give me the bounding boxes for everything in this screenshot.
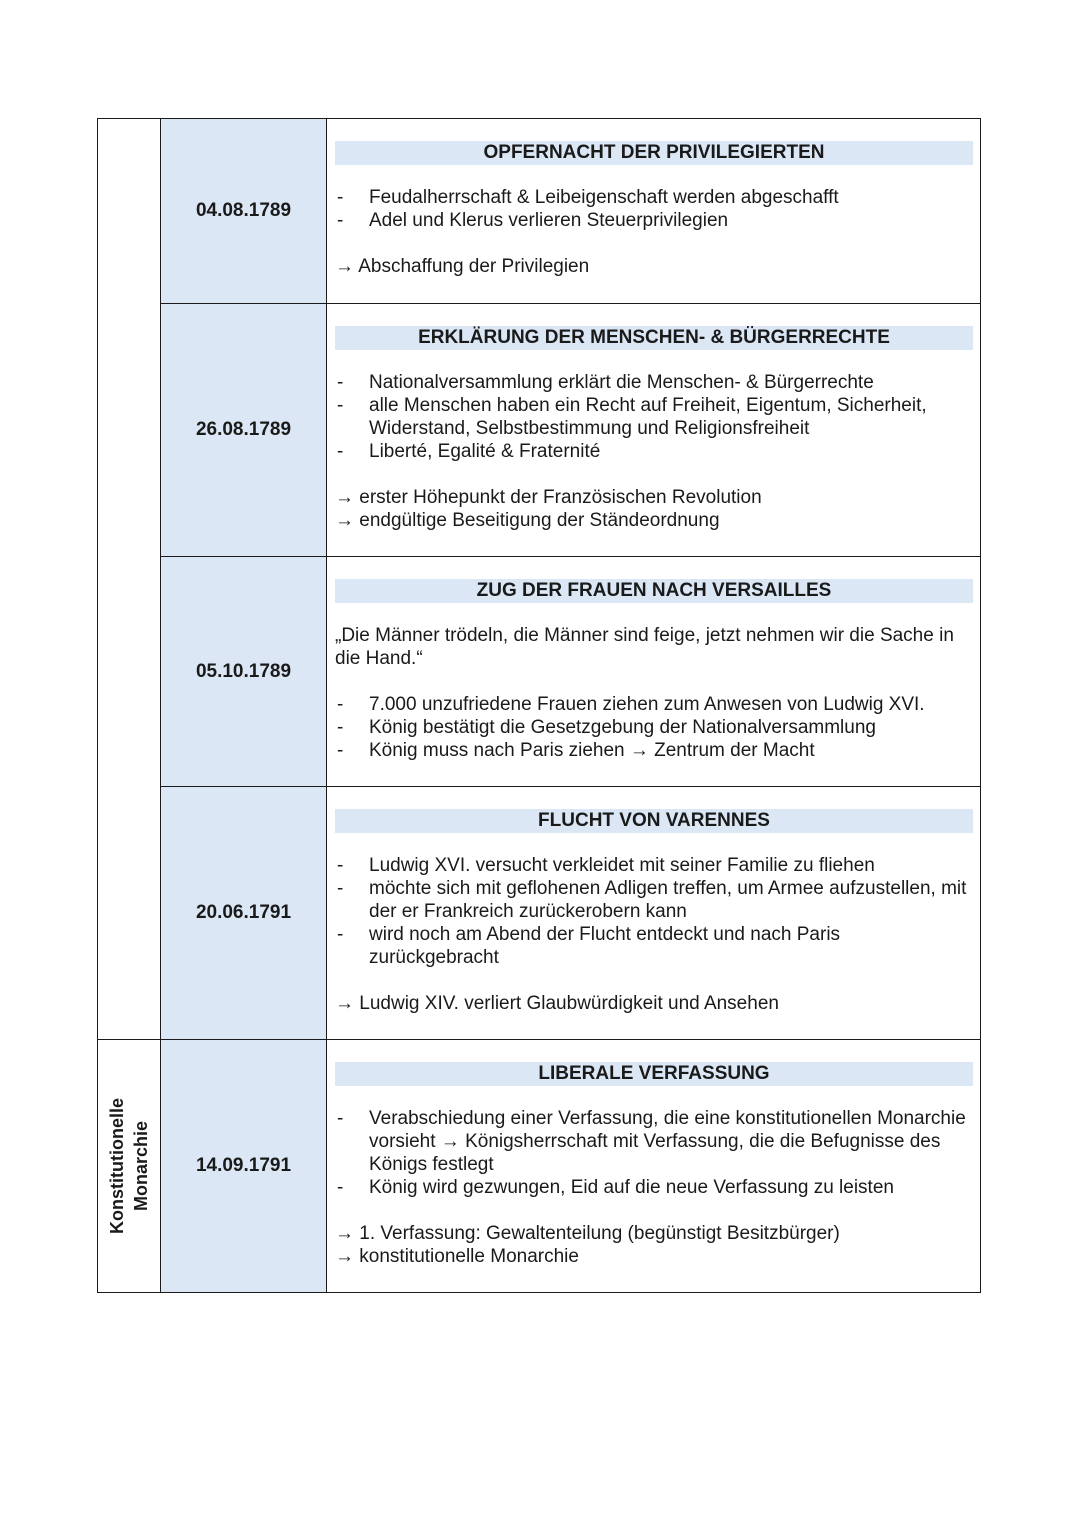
event-content <box>327 557 981 787</box>
event-title: FLUCHT VON VARENNES <box>335 809 973 833</box>
event-content <box>327 304 981 557</box>
era-label-line: Konstitutionelle <box>107 1098 127 1234</box>
bullet-list <box>335 854 973 969</box>
list-item: - möchte sich mit geflohenen Adligen treffen, um Armee aufzustellen, mit der er Frankreich zurückerobern kann <box>335 877 973 923</box>
event-date: 04.08.1789 <box>161 119 327 304</box>
list-item: - Verabschiedung einer Verfassung, die eine konstitutionellen Monarchie vorsieht → Königsherrschaft mit Verfassung, die die Befugnisse des Königs festlegt <box>335 1107 973 1176</box>
conclusion-line: → Ludwig XIV. verliert Glaubwürdigkeit und Ansehen <box>335 993 779 1014</box>
era-cell-empty <box>98 119 161 1040</box>
event-date: 05.10.1789 <box>161 557 327 787</box>
event-content <box>327 119 981 304</box>
list-item: - 7.000 unzufriedene Frauen ziehen zum Anwesen von Ludwig XVI. <box>335 693 973 716</box>
event-title: ZUG DER FRAUEN NACH VERSAILLES <box>335 579 973 603</box>
bullet-list <box>335 371 973 463</box>
list-item: - alle Menschen haben ein Recht auf Freiheit, Eigentum, Sicherheit, Widerstand, Selbstbestimmung und Religionsfreiheit <box>335 394 973 440</box>
event-date: 14.09.1791 <box>161 1040 327 1293</box>
event-title: LIBERALE VERFASSUNG <box>335 1062 973 1086</box>
era-label <box>105 1098 153 1234</box>
table-row <box>98 304 981 557</box>
list-item: - König bestätigt die Gesetzgebung der Nationalversammlung <box>335 716 973 739</box>
table-row <box>98 119 981 304</box>
list-item: - Ludwig XVI. versucht verkleidet mit seiner Familie zu fliehen <box>335 854 973 877</box>
conclusion-line: → 1. Verfassung: Gewaltenteilung (begünstigt Besitzbürger) <box>335 1223 840 1244</box>
event-title: ERKLÄRUNG DER MENSCHEN- & BÜRGERRECHTE <box>335 326 973 350</box>
table-row <box>98 557 981 787</box>
conclusion-line: → konstitutionelle Monarchie <box>335 1246 579 1267</box>
timeline-table <box>97 118 981 1293</box>
event-title: OPFERNACHT DER PRIVILEGIERTEN <box>335 141 973 165</box>
list-item: - Liberté, Egalité & Fraternité <box>335 440 973 463</box>
era-cell <box>98 1040 161 1293</box>
table-row <box>98 787 981 1040</box>
list-item: - wird noch am Abend der Flucht entdeckt und nach Paris zurückgebracht <box>335 923 973 969</box>
list-item: - Feudalherrschaft & Leibeigenschaft werden abgeschafft <box>335 186 973 209</box>
list-item: - König wird gezwungen, Eid auf die neue Verfassung zu leisten <box>335 1176 973 1199</box>
bullet-list <box>335 1107 973 1199</box>
event-date: 26.08.1789 <box>161 304 327 557</box>
conclusion-line: → Abschaffung der Privilegien <box>335 256 590 277</box>
event-content <box>327 1040 981 1293</box>
list-item: - Nationalversammlung erklärt die Menschen- & Bürgerrechte <box>335 371 973 394</box>
event-content <box>327 787 981 1040</box>
bullet-list <box>335 186 973 232</box>
table-row <box>98 1040 981 1293</box>
bullet-list <box>335 693 973 762</box>
conclusion-line: → erster Höhepunkt der Französischen Revolution <box>335 487 762 508</box>
event-quote: „Die Männer trödeln, die Männer sind feige, jetzt nehmen wir die Sache in die Hand.“ <box>335 625 954 669</box>
conclusion-line: → endgültige Beseitigung der Ständeordnung <box>335 510 720 531</box>
list-item: - König muss nach Paris ziehen → Zentrum der Macht <box>335 739 973 762</box>
event-date: 20.06.1791 <box>161 787 327 1040</box>
list-item: - Adel und Klerus verlieren Steuerprivilegien <box>335 209 973 232</box>
era-label-line: Monarchie <box>131 1120 151 1212</box>
